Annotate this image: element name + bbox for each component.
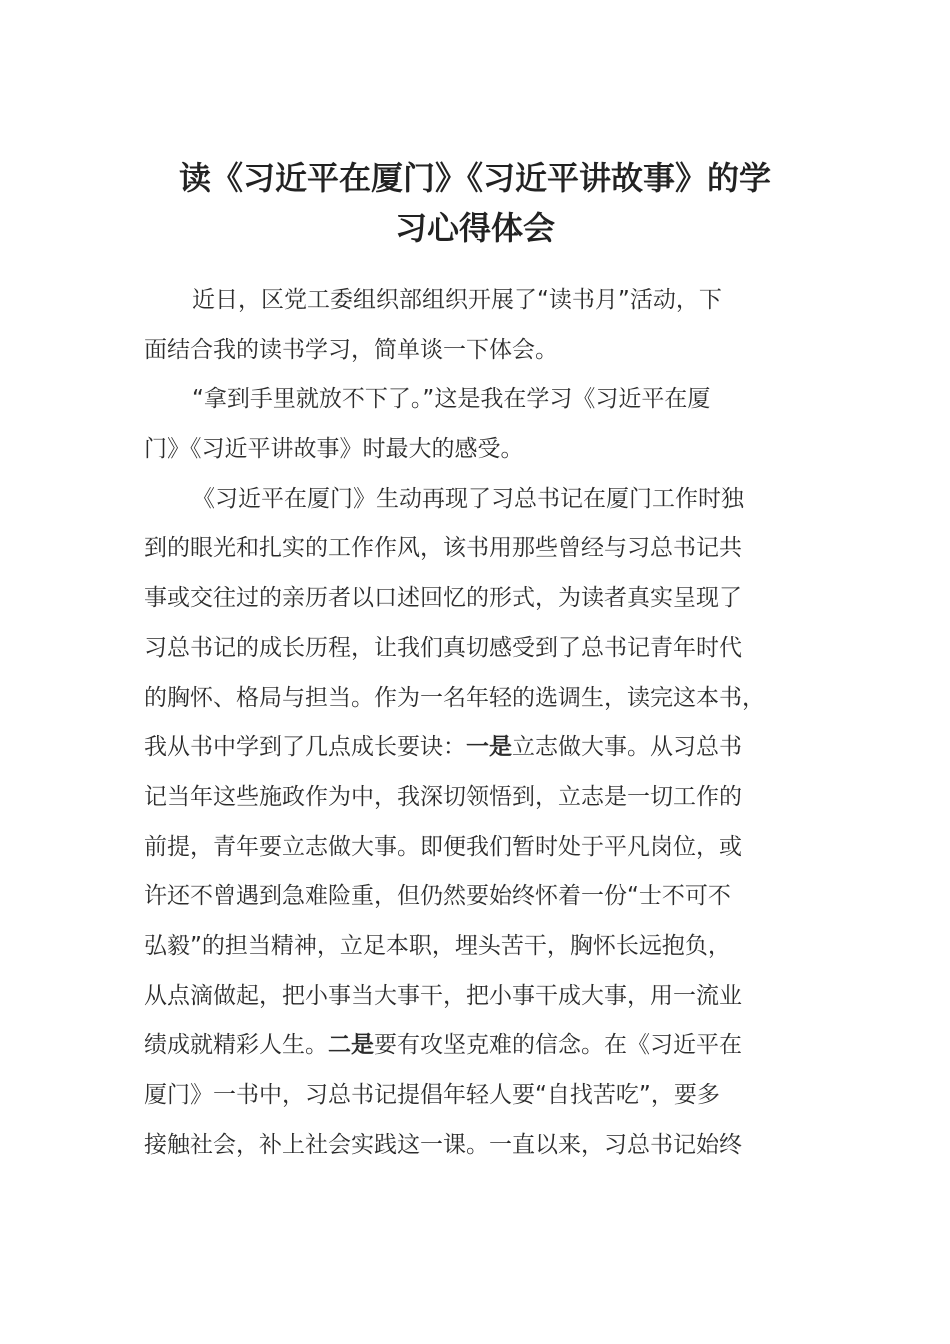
paragraph-3-line-13: 厦门》一书中，习总书记提倡年轻人要“自找苦吃”，要多 — [144, 1082, 720, 1108]
bold-marker-second: 二是 — [328, 1032, 374, 1059]
paragraph-3-line-5: 的胸怀、格局与担当。作为一名年轻的选调生，读完这本书， — [144, 684, 765, 711]
paragraph-3-line-8: 前提，青年要立志做大事。即便我们暂时处于平凡岗位，或 — [144, 833, 742, 860]
title-line: 读《习近平在厦门》《习近平讲故事》的学 — [178, 159, 771, 197]
line-text: 绩成就精彩人生。 — [144, 1032, 328, 1059]
document-title — [120, 152, 830, 251]
paragraph-3-line-11: 从点滴做起，把小事当大事干，把小事干成大事，用一流业 — [144, 982, 742, 1009]
paragraph-1-line-2: 面结合我的读书学习，简单谈一下体会。 — [144, 336, 558, 363]
title-line: 习心得体会 — [394, 208, 555, 247]
paragraph-3-line-4: 习总书记的成长历程，让我们真切感受到了总书记青年时代 — [144, 634, 742, 661]
bold-marker-first: 一是 — [466, 734, 512, 761]
paragraph-3-line-10: 弘毅”的担当精神，立足本职，埋头苦干，胸怀长远抱负， — [144, 932, 731, 959]
paragraph-3-line-2: 到的眼光和扎实的工作作风，该书用那些曾经与习总书记共 — [144, 535, 742, 562]
document-body — [144, 276, 812, 1170]
paragraph-1-line-1: 近日，区党工委组织部组织开展了“读书月”活动，下 — [192, 287, 722, 313]
paragraph-3-line-3: 事或交往过的亲历者以口述回忆的形式，为读者真实呈现了 — [144, 585, 742, 612]
paragraph-3-line-14: 接触社会，补上社会实践这一课。一直以来，习总书记始终 — [144, 1131, 742, 1158]
paragraph-3-line-6 — [144, 723, 812, 773]
line-text: 要有攻坚克难的信念。在《习近平在 — [374, 1032, 742, 1059]
paragraph-3-line-12 — [144, 1021, 812, 1071]
paragraph-2-line-2: 门》《习近平讲故事》时最大的感受。 — [144, 436, 524, 463]
line-text: 立志做大事。从习总书 — [512, 734, 742, 761]
paragraph-2-line-1: “拿到手里就放不下了。”这是我在学习《习近平在厦 — [192, 386, 711, 413]
paragraph-3-line-9: 许还不曾遇到急难险重，但仍然要始终怀着一份“士不可不 — [144, 883, 731, 910]
paragraph-3-line-1: 《习近平在厦门》生动再现了习总书记在厦门工作时独 — [192, 485, 744, 512]
paragraph-3-line-7: 记当年这些施政作为中，我深切领悟到，立志是一切工作的 — [144, 783, 742, 810]
line-text: 我从书中学到了几点成长要诀： — [144, 734, 466, 761]
